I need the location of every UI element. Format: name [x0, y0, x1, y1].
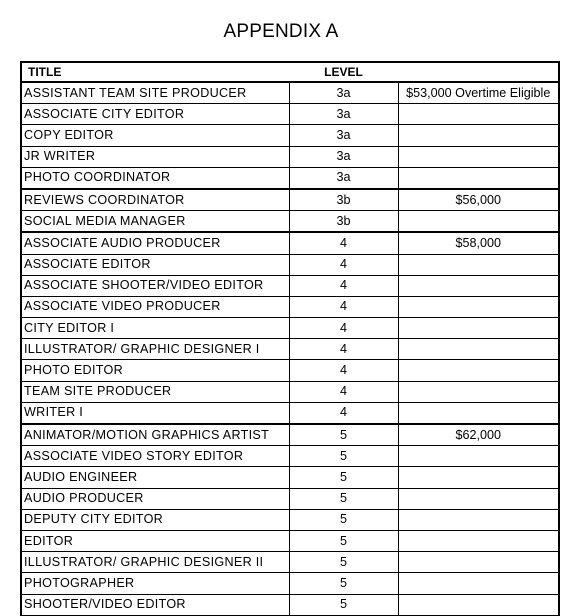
table-row [22, 296, 558, 317]
cell-level: 4 [289, 360, 398, 381]
table-row [22, 318, 558, 339]
table-row [22, 275, 558, 296]
table-row [22, 594, 558, 615]
cell-level: 4 [289, 296, 398, 317]
cell-title: CITY EDITOR I [22, 318, 289, 339]
cell-salary [398, 509, 558, 530]
cell-level: 4 [289, 275, 398, 296]
table-row [22, 167, 558, 189]
cell-salary [398, 402, 558, 424]
table-row [22, 211, 558, 233]
cell-title: SHOOTER/VIDEO EDITOR [22, 594, 289, 615]
table-row [22, 573, 558, 594]
cell-salary [398, 296, 558, 317]
cell-salary [398, 339, 558, 360]
cell-level: 4 [289, 339, 398, 360]
cell-title: WRITER I [22, 402, 289, 424]
cell-salary: $53,000 Overtime Eligible [398, 82, 558, 104]
cell-title: ASSOCIATE AUDIO PRODUCER [22, 232, 289, 254]
cell-level: 3a [289, 146, 398, 167]
table-row [22, 509, 558, 530]
cell-salary [398, 552, 558, 573]
cell-salary [398, 254, 558, 275]
cell-salary [398, 573, 558, 594]
cell-salary [398, 446, 558, 467]
cell-title: ASSOCIATE CITY EDITOR [22, 104, 289, 125]
table-row [22, 467, 558, 488]
cell-title: AUDIO PRODUCER [22, 488, 289, 509]
cell-salary [398, 467, 558, 488]
table-row [22, 146, 558, 167]
table-row [22, 402, 558, 424]
cell-salary: $56,000 [398, 189, 558, 211]
table-row [22, 530, 558, 551]
cell-title: ILLUSTRATOR/ GRAPHIC DESIGNER II [22, 552, 289, 573]
cell-title: JR WRITER [22, 146, 289, 167]
cell-level: 5 [289, 594, 398, 615]
cell-level: 5 [289, 488, 398, 509]
cell-salary [398, 167, 558, 189]
cell-title: COPY EDITOR [22, 125, 289, 146]
cell-level: 3b [289, 189, 398, 211]
table-body [22, 82, 558, 615]
cell-title: AUDIO ENGINEER [22, 467, 289, 488]
cell-title: SOCIAL MEDIA MANAGER [22, 211, 289, 233]
table-row [22, 488, 558, 509]
cell-salary [398, 318, 558, 339]
cell-level: 4 [289, 402, 398, 424]
cell-salary [398, 125, 558, 146]
cell-title: ANIMATOR/MOTION GRAPHICS ARTIST [22, 424, 289, 446]
cell-level: 3a [289, 82, 398, 104]
cell-title: DEPUTY CITY EDITOR [22, 509, 289, 530]
cell-title: PHOTOGRAPHER [22, 573, 289, 594]
table-row [22, 82, 558, 104]
cell-title: ASSOCIATE VIDEO PRODUCER [22, 296, 289, 317]
cell-salary [398, 488, 558, 509]
cell-salary [398, 381, 558, 402]
page-title: APPENDIX A [223, 21, 339, 42]
table-row [22, 360, 558, 381]
cell-salary [398, 594, 558, 615]
cell-title: ILLUSTRATOR/ GRAPHIC DESIGNER I [22, 339, 289, 360]
cell-level: 3a [289, 125, 398, 146]
cell-salary [398, 146, 558, 167]
table-row [22, 381, 558, 402]
table-row [22, 125, 558, 146]
table-row [22, 552, 558, 573]
cell-level: 5 [289, 552, 398, 573]
table-row [22, 232, 558, 254]
cell-title: REVIEWS COORDINATOR [22, 189, 289, 211]
cell-title: TEAM SITE PRODUCER [22, 381, 289, 402]
cell-level: 4 [289, 381, 398, 402]
cell-level: 5 [289, 530, 398, 551]
cell-level: 3a [289, 104, 398, 125]
cell-title: ASSOCIATE EDITOR [22, 254, 289, 275]
cell-level: 3a [289, 167, 398, 189]
cell-title: PHOTO EDITOR [22, 360, 289, 381]
cell-salary: $58,000 [398, 232, 558, 254]
column-header-level: LEVEL [289, 63, 398, 82]
table-row [22, 424, 558, 446]
column-header-title: TITLE [22, 63, 289, 82]
cell-title: EDITOR [22, 530, 289, 551]
table-header-row [22, 63, 558, 82]
cell-salary [398, 530, 558, 551]
cell-salary: $62,000 [398, 424, 558, 446]
cell-salary [398, 104, 558, 125]
cell-level: 3b [289, 211, 398, 233]
table-row [22, 254, 558, 275]
cell-title: ASSISTANT TEAM SITE PRODUCER [22, 82, 289, 104]
cell-title: PHOTO COORDINATOR [22, 167, 289, 189]
column-header-salary [398, 63, 558, 82]
cell-level: 4 [289, 232, 398, 254]
table-row [22, 339, 558, 360]
salary-level-table [20, 61, 560, 616]
cell-title: ASSOCIATE VIDEO STORY EDITOR [22, 446, 289, 467]
table-row [22, 104, 558, 125]
cell-salary [398, 360, 558, 381]
cell-title: ASSOCIATE SHOOTER/VIDEO EDITOR [22, 275, 289, 296]
cell-level: 5 [289, 424, 398, 446]
table-row [22, 189, 558, 211]
cell-level: 5 [289, 509, 398, 530]
cell-level: 5 [289, 573, 398, 594]
cell-level: 5 [289, 446, 398, 467]
table-row [22, 446, 558, 467]
cell-level: 4 [289, 318, 398, 339]
cell-salary [398, 275, 558, 296]
cell-salary [398, 211, 558, 233]
cell-level: 4 [289, 254, 398, 275]
cell-level: 5 [289, 467, 398, 488]
